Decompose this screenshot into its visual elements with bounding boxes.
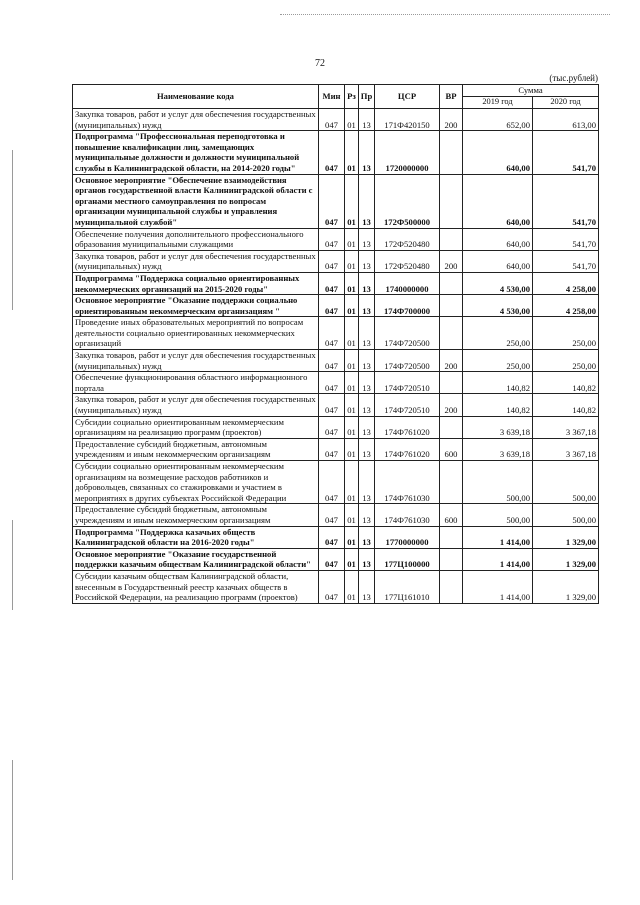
cell-name: Субсидии социально ориентированным некоммерческим организациям на реализацию программ (проектов) xyxy=(73,416,319,438)
cell-pr: 13 xyxy=(359,272,375,294)
cell-rz: 01 xyxy=(345,526,359,548)
cell-pr: 13 xyxy=(359,372,375,394)
cell-vr xyxy=(440,416,463,438)
cell-min: 047 xyxy=(319,350,345,372)
cell-pr: 13 xyxy=(359,416,375,438)
table-row xyxy=(73,131,599,174)
cell-2020: 1 329,00 xyxy=(533,526,599,548)
cell-name: Основное мероприятие "Оказание государственной поддержки казачьим обществам Калининградской области" xyxy=(73,548,319,570)
cell-name: Закупка товаров, работ и услуг для обеспечения государственных (муниципальных) нужд xyxy=(73,109,319,131)
cell-pr: 13 xyxy=(359,504,375,526)
cell-rz: 01 xyxy=(345,131,359,174)
cell-min: 047 xyxy=(319,504,345,526)
cell-rz: 01 xyxy=(345,570,359,603)
cell-rz: 01 xyxy=(345,394,359,416)
table-row xyxy=(73,394,599,416)
cell-vr xyxy=(440,272,463,294)
cell-vr xyxy=(440,295,463,317)
cell-2020: 140,82 xyxy=(533,394,599,416)
cell-pr: 13 xyxy=(359,109,375,131)
cell-vr xyxy=(440,372,463,394)
cell-csr: 174Ф720510 xyxy=(375,394,440,416)
cell-vr: 200 xyxy=(440,394,463,416)
cell-2019: 500,00 xyxy=(463,461,533,504)
table-row xyxy=(73,350,599,372)
cell-2020: 613,00 xyxy=(533,109,599,131)
cell-vr xyxy=(440,317,463,350)
cell-pr: 13 xyxy=(359,394,375,416)
cell-2019: 652,00 xyxy=(463,109,533,131)
table-row xyxy=(73,504,599,526)
cell-min: 047 xyxy=(319,109,345,131)
cell-vr: 200 xyxy=(440,109,463,131)
cell-min: 047 xyxy=(319,317,345,350)
header-csr: ЦСР xyxy=(375,85,440,109)
cell-vr xyxy=(440,174,463,228)
cell-name: Субсидии социально ориентированным некоммерческим организациям на возмещение расходов работников и добровольцев, связанных со стажировками и участием в мероприятиях в других субъектах Российской Федерации xyxy=(73,461,319,504)
cell-rz: 01 xyxy=(345,504,359,526)
cell-name: Подпрограмма "Профессиональная переподготовка и повышение квалификации лиц, замещающих муниципальные должности и должности муниципальной службы в Калининградской области, на 2014-2020 годы" xyxy=(73,131,319,174)
cell-name: Закупка товаров, работ и услуг для обеспечения государственных (муниципальных) нужд xyxy=(73,394,319,416)
cell-rz: 01 xyxy=(345,174,359,228)
cell-2019: 140,82 xyxy=(463,372,533,394)
cell-pr: 13 xyxy=(359,438,375,460)
cell-pr: 13 xyxy=(359,570,375,603)
cell-csr: 1720000000 xyxy=(375,131,440,174)
cell-csr: 174Ф761020 xyxy=(375,438,440,460)
cell-2019: 250,00 xyxy=(463,350,533,372)
cell-min: 047 xyxy=(319,394,345,416)
cell-name: Предоставление субсидий бюджетным, автономным учреждениям и иным некоммерческим организациям xyxy=(73,504,319,526)
cell-csr: 172Ф520480 xyxy=(375,228,440,250)
cell-2020: 541,70 xyxy=(533,250,599,272)
header-rz: Рз xyxy=(345,85,359,109)
cell-vr: 200 xyxy=(440,250,463,272)
cell-name: Проведение иных образовательных мероприятий по вопросам деятельности социально ориентированных некоммерческих организаций xyxy=(73,317,319,350)
table-row xyxy=(73,295,599,317)
header-pr: Пр xyxy=(359,85,375,109)
cell-2020: 4 258,00 xyxy=(533,295,599,317)
left-scan-mark xyxy=(12,520,13,610)
cell-2020: 140,82 xyxy=(533,372,599,394)
cell-name: Основное мероприятие "Обеспечение взаимодействия органов государственной власти Калининградской области с органами местного самоуправления по вопросам организации муниципальной службы и управления муниципальной службой" xyxy=(73,174,319,228)
cell-csr: 174Ф700000 xyxy=(375,295,440,317)
cell-2019: 140,82 xyxy=(463,394,533,416)
table-row xyxy=(73,372,599,394)
cell-rz: 01 xyxy=(345,295,359,317)
cell-2020: 1 329,00 xyxy=(533,548,599,570)
cell-name: Подпрограмма "Поддержка социально ориентированных некоммерческих организаций на 2015-2020 годы" xyxy=(73,272,319,294)
header-row xyxy=(73,85,599,97)
table-row xyxy=(73,228,599,250)
table-row xyxy=(73,250,599,272)
cell-pr: 13 xyxy=(359,526,375,548)
header-name: Наименование кода xyxy=(73,85,319,109)
cell-csr: 174Ф720500 xyxy=(375,350,440,372)
cell-vr xyxy=(440,131,463,174)
cell-2019: 3 639,18 xyxy=(463,438,533,460)
cell-csr: 177Ц100000 xyxy=(375,548,440,570)
cell-name: Закупка товаров, работ и услуг для обеспечения государственных (муниципальных) нужд xyxy=(73,350,319,372)
page-number: 72 xyxy=(315,58,325,69)
cell-pr: 13 xyxy=(359,317,375,350)
cell-2019: 500,00 xyxy=(463,504,533,526)
cell-pr: 13 xyxy=(359,228,375,250)
cell-min: 047 xyxy=(319,174,345,228)
left-scan-mark xyxy=(12,150,13,310)
cell-pr: 13 xyxy=(359,295,375,317)
cell-2020: 500,00 xyxy=(533,504,599,526)
cell-min: 047 xyxy=(319,570,345,603)
cell-rz: 01 xyxy=(345,461,359,504)
cell-csr: 172Ф520480 xyxy=(375,250,440,272)
cell-2019: 1 414,00 xyxy=(463,526,533,548)
cell-name: Закупка товаров, работ и услуг для обеспечения государственных (муниципальных) нужд xyxy=(73,250,319,272)
cell-name: Субсидии казачьим обществам Калининградской области, внесенным в Государственный реестр казачьих обществ в Российской Федерации, на реализацию программ (проектов) xyxy=(73,570,319,603)
table-row xyxy=(73,461,599,504)
cell-2020: 500,00 xyxy=(533,461,599,504)
cell-2020: 3 367,18 xyxy=(533,416,599,438)
cell-2020: 541,70 xyxy=(533,131,599,174)
cell-2020: 3 367,18 xyxy=(533,438,599,460)
cell-min: 047 xyxy=(319,272,345,294)
cell-min: 047 xyxy=(319,228,345,250)
cell-csr: 174Ф720510 xyxy=(375,372,440,394)
cell-rz: 01 xyxy=(345,109,359,131)
units-label: (тыс.рублей) xyxy=(549,73,598,83)
cell-2019: 3 639,18 xyxy=(463,416,533,438)
cell-vr xyxy=(440,461,463,504)
cell-min: 047 xyxy=(319,372,345,394)
cell-2020: 4 258,00 xyxy=(533,272,599,294)
cell-csr: 177Ц161010 xyxy=(375,570,440,603)
header-2019: 2019 год xyxy=(463,97,533,109)
cell-2019: 4 530,00 xyxy=(463,272,533,294)
cell-vr xyxy=(440,548,463,570)
cell-min: 047 xyxy=(319,438,345,460)
cell-2019: 640,00 xyxy=(463,131,533,174)
header-sum: Сумма xyxy=(463,85,599,97)
table-row xyxy=(73,174,599,228)
cell-csr: 1740000000 xyxy=(375,272,440,294)
cell-rz: 01 xyxy=(345,272,359,294)
cell-vr: 200 xyxy=(440,350,463,372)
cell-csr: 171Ф420150 xyxy=(375,109,440,131)
cell-csr: 174Ф761030 xyxy=(375,504,440,526)
cell-csr: 174Ф720500 xyxy=(375,317,440,350)
cell-name: Обеспечение функционирования областного информационного портала xyxy=(73,372,319,394)
cell-name: Обеспечение получения дополнительного профессионального образования муниципальными служащими xyxy=(73,228,319,250)
table-row xyxy=(73,548,599,570)
cell-pr: 13 xyxy=(359,250,375,272)
cell-2019: 640,00 xyxy=(463,228,533,250)
cell-rz: 01 xyxy=(345,250,359,272)
cell-2019: 4 530,00 xyxy=(463,295,533,317)
cell-pr: 13 xyxy=(359,548,375,570)
header-2020: 2020 год xyxy=(533,97,599,109)
top-scan-line xyxy=(280,14,610,15)
cell-name: Основное мероприятие "Оказание поддержки социально ориентированным некоммерческим организациям " xyxy=(73,295,319,317)
cell-pr: 13 xyxy=(359,174,375,228)
cell-vr xyxy=(440,526,463,548)
cell-2020: 1 329,00 xyxy=(533,570,599,603)
cell-2019: 1 414,00 xyxy=(463,570,533,603)
cell-2020: 250,00 xyxy=(533,317,599,350)
cell-rz: 01 xyxy=(345,350,359,372)
cell-csr: 1770000000 xyxy=(375,526,440,548)
cell-name: Предоставление субсидий бюджетным, автономным учреждениям и иным некоммерческим организациям xyxy=(73,438,319,460)
cell-rz: 01 xyxy=(345,372,359,394)
cell-rz: 01 xyxy=(345,228,359,250)
table-row xyxy=(73,317,599,350)
left-scan-mark xyxy=(12,760,13,880)
table-row xyxy=(73,109,599,131)
cell-min: 047 xyxy=(319,526,345,548)
header-vr: ВР xyxy=(440,85,463,109)
cell-min: 047 xyxy=(319,131,345,174)
cell-csr: 174Ф761020 xyxy=(375,416,440,438)
cell-2020: 250,00 xyxy=(533,350,599,372)
header-min: Мин xyxy=(319,85,345,109)
cell-2019: 1 414,00 xyxy=(463,548,533,570)
cell-vr: 600 xyxy=(440,504,463,526)
cell-rz: 01 xyxy=(345,438,359,460)
cell-vr: 600 xyxy=(440,438,463,460)
cell-pr: 13 xyxy=(359,461,375,504)
cell-2019: 640,00 xyxy=(463,250,533,272)
cell-name: Подпрограмма "Поддержка казачьих обществ Калининградской области на 2016-2020 годы" xyxy=(73,526,319,548)
cell-min: 047 xyxy=(319,548,345,570)
table-row xyxy=(73,526,599,548)
budget-table xyxy=(72,84,599,604)
cell-vr xyxy=(440,570,463,603)
cell-2020: 541,70 xyxy=(533,174,599,228)
cell-rz: 01 xyxy=(345,416,359,438)
cell-vr xyxy=(440,228,463,250)
table-row xyxy=(73,570,599,603)
cell-2020: 541,70 xyxy=(533,228,599,250)
cell-min: 047 xyxy=(319,295,345,317)
cell-csr: 174Ф761030 xyxy=(375,461,440,504)
cell-pr: 13 xyxy=(359,131,375,174)
cell-min: 047 xyxy=(319,250,345,272)
table-row xyxy=(73,416,599,438)
cell-pr: 13 xyxy=(359,350,375,372)
cell-rz: 01 xyxy=(345,548,359,570)
cell-min: 047 xyxy=(319,416,345,438)
cell-rz: 01 xyxy=(345,317,359,350)
table-row xyxy=(73,438,599,460)
cell-2019: 640,00 xyxy=(463,174,533,228)
cell-min: 047 xyxy=(319,461,345,504)
cell-csr: 172Ф500000 xyxy=(375,174,440,228)
table-row xyxy=(73,272,599,294)
cell-2019: 250,00 xyxy=(463,317,533,350)
